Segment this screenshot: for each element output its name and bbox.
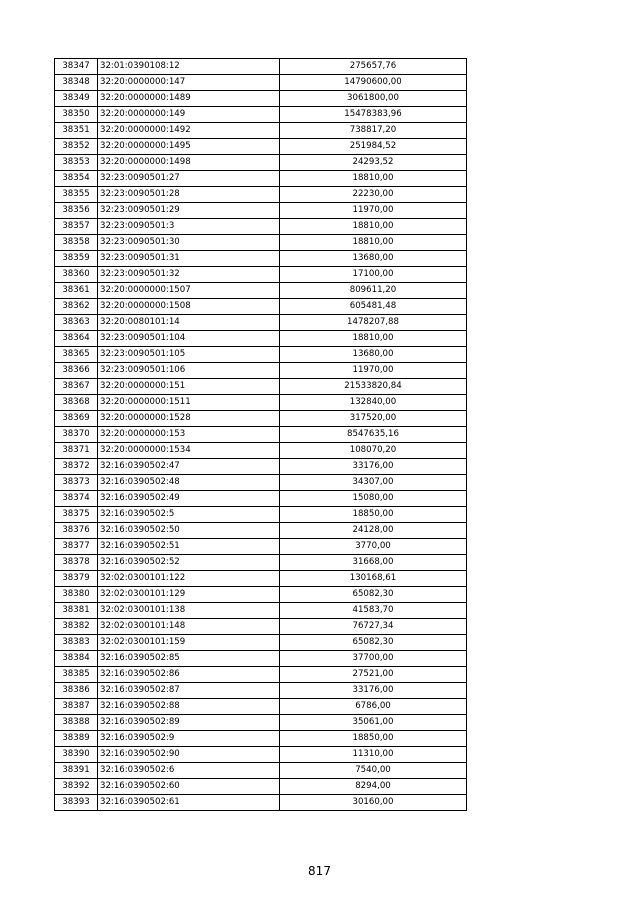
cadastral-number-cell: 32:16:0390502:50 [98,523,280,539]
cadastral-number-cell: 32:20:0000000:1511 [98,395,280,411]
row-number-cell: 38372 [55,459,98,475]
table-row [55,203,467,219]
table-row [55,475,467,491]
table-row [55,267,467,283]
cadastral-number-cell: 32:20:0000000:1489 [98,91,280,107]
cadastral-number-cell: 32:16:0390502:60 [98,779,280,795]
value-cell: 11310,00 [280,747,467,763]
value-cell: 30160,00 [280,795,467,811]
table-row [55,443,467,459]
table-body [55,59,467,811]
table-row [55,731,467,747]
table-row [55,395,467,411]
table-row [55,651,467,667]
table-row [55,363,467,379]
table-row [55,59,467,75]
cadastral-number-cell: 32:16:0390502:85 [98,651,280,667]
value-cell: 65082,30 [280,587,467,603]
cadastral-number-cell: 32:23:0090501:29 [98,203,280,219]
cadastral-number-cell: 32:20:0000000:1492 [98,123,280,139]
table-row [55,427,467,443]
table-row [55,763,467,779]
table-row [55,139,467,155]
row-number-cell: 38377 [55,539,98,555]
row-number-cell: 38355 [55,187,98,203]
cadastral-number-cell: 32:20:0080101:14 [98,315,280,331]
cadastral-number-cell: 32:16:0390502:49 [98,491,280,507]
table-row [55,779,467,795]
cadastral-number-cell: 32:01:0390108:12 [98,59,280,75]
value-cell: 1478207,88 [280,315,467,331]
table-row [55,459,467,475]
row-number-cell: 38354 [55,171,98,187]
value-cell: 275657,76 [280,59,467,75]
cadastral-number-cell: 32:02:0300101:159 [98,635,280,651]
value-cell: 18810,00 [280,171,467,187]
cadastral-number-cell: 32:16:0390502:88 [98,699,280,715]
table-row [55,347,467,363]
value-cell: 108070,20 [280,443,467,459]
page-number: 817 [308,864,331,878]
value-cell: 18850,00 [280,731,467,747]
row-number-cell: 38393 [55,795,98,811]
row-number-cell: 38384 [55,651,98,667]
row-number-cell: 38379 [55,571,98,587]
cadastral-number-cell: 32:20:0000000:1498 [98,155,280,171]
value-cell: 6786,00 [280,699,467,715]
value-cell: 132840,00 [280,395,467,411]
row-number-cell: 38368 [55,395,98,411]
value-cell: 17100,00 [280,267,467,283]
value-cell: 14790600,00 [280,75,467,91]
table-row [55,683,467,699]
cadastral-number-cell: 32:16:0390502:51 [98,539,280,555]
cadastral-number-cell: 32:20:0000000:1507 [98,283,280,299]
value-cell: 35061,00 [280,715,467,731]
cadastral-number-cell: 32:16:0390502:90 [98,747,280,763]
value-cell: 8547635,16 [280,427,467,443]
cadastral-number-cell: 32:23:0090501:31 [98,251,280,267]
cadastral-number-cell: 32:20:0000000:1528 [98,411,280,427]
row-number-cell: 38390 [55,747,98,763]
row-number-cell: 38391 [55,763,98,779]
cadastral-number-cell: 32:02:0300101:122 [98,571,280,587]
table-row [55,219,467,235]
value-cell: 605481,48 [280,299,467,315]
row-number-cell: 38357 [55,219,98,235]
table-row [55,795,467,811]
table-row [55,635,467,651]
row-number-cell: 38374 [55,491,98,507]
cadastral-number-cell: 32:20:0000000:1534 [98,443,280,459]
table-row [55,587,467,603]
row-number-cell: 38381 [55,603,98,619]
row-number-cell: 38366 [55,363,98,379]
row-number-cell: 38386 [55,683,98,699]
row-number-cell: 38352 [55,139,98,155]
table-row [55,315,467,331]
row-number-cell: 38388 [55,715,98,731]
cadastral-number-cell: 32:16:0390502:48 [98,475,280,491]
cadastral-number-cell: 32:23:0090501:3 [98,219,280,235]
value-cell: 13680,00 [280,347,467,363]
cadastral-number-cell: 32:20:0000000:149 [98,107,280,123]
row-number-cell: 38356 [55,203,98,219]
value-cell: 8294,00 [280,779,467,795]
row-number-cell: 38378 [55,555,98,571]
row-number-cell: 38348 [55,75,98,91]
cadastral-number-cell: 32:02:0300101:138 [98,603,280,619]
value-cell: 251984,52 [280,139,467,155]
cadastral-number-cell: 32:20:0000000:153 [98,427,280,443]
table-row [55,283,467,299]
table-row [55,491,467,507]
value-cell: 317520,00 [280,411,467,427]
value-cell: 13680,00 [280,251,467,267]
row-number-cell: 38359 [55,251,98,267]
cadastral-number-cell: 32:23:0090501:27 [98,171,280,187]
table-row [55,187,467,203]
value-cell: 41583,70 [280,603,467,619]
value-cell: 18810,00 [280,219,467,235]
cadastral-number-cell: 32:23:0090501:106 [98,363,280,379]
data-table [54,58,467,811]
cadastral-number-cell: 32:16:0390502:47 [98,459,280,475]
value-cell: 21533820,84 [280,379,467,395]
row-number-cell: 38373 [55,475,98,491]
value-cell: 11970,00 [280,363,467,379]
table-row [55,171,467,187]
table-row [55,411,467,427]
cadastral-number-cell: 32:16:0390502:86 [98,667,280,683]
value-cell: 76727,34 [280,619,467,635]
cadastral-number-cell: 32:16:0390502:6 [98,763,280,779]
row-number-cell: 38358 [55,235,98,251]
cadastral-number-cell: 32:23:0090501:105 [98,347,280,363]
value-cell: 27521,00 [280,667,467,683]
cadastral-number-cell: 32:20:0000000:1495 [98,139,280,155]
table-row [55,539,467,555]
value-cell: 18810,00 [280,331,467,347]
cadastral-number-cell: 32:16:0390502:52 [98,555,280,571]
cadastral-number-cell: 32:20:0000000:147 [98,75,280,91]
row-number-cell: 38350 [55,107,98,123]
table-row [55,555,467,571]
value-cell: 37700,00 [280,651,467,667]
table-row [55,91,467,107]
value-cell: 34307,00 [280,475,467,491]
cadastral-number-cell: 32:02:0300101:148 [98,619,280,635]
cadastral-number-cell: 32:02:0300101:129 [98,587,280,603]
table-row [55,747,467,763]
value-cell: 15478383,96 [280,107,467,123]
cadastral-number-cell: 32:20:0000000:1508 [98,299,280,315]
value-cell: 15080,00 [280,491,467,507]
table-row [55,523,467,539]
row-number-cell: 38361 [55,283,98,299]
value-cell: 7540,00 [280,763,467,779]
table-row [55,603,467,619]
value-cell: 738817,20 [280,123,467,139]
row-number-cell: 38351 [55,123,98,139]
cadastral-number-cell: 32:16:0390502:9 [98,731,280,747]
cadastral-number-cell: 32:16:0390502:5 [98,507,280,523]
value-cell: 24293,52 [280,155,467,171]
cadastral-number-cell: 32:20:0000000:151 [98,379,280,395]
cadastral-number-cell: 32:16:0390502:87 [98,683,280,699]
cadastral-number-cell: 32:16:0390502:89 [98,715,280,731]
row-number-cell: 38353 [55,155,98,171]
row-number-cell: 38370 [55,427,98,443]
row-number-cell: 38347 [55,59,98,75]
cadastral-number-cell: 32:23:0090501:30 [98,235,280,251]
table-row [55,667,467,683]
row-number-cell: 38380 [55,587,98,603]
row-number-cell: 38387 [55,699,98,715]
row-number-cell: 38385 [55,667,98,683]
table-row [55,75,467,91]
row-number-cell: 38389 [55,731,98,747]
value-cell: 3770,00 [280,539,467,555]
row-number-cell: 38364 [55,331,98,347]
table-row [55,715,467,731]
value-cell: 18850,00 [280,507,467,523]
table-row [55,571,467,587]
row-number-cell: 38365 [55,347,98,363]
row-number-cell: 38363 [55,315,98,331]
row-number-cell: 38367 [55,379,98,395]
cadastral-number-cell: 32:23:0090501:104 [98,331,280,347]
table-row [55,619,467,635]
cadastral-number-cell: 32:23:0090501:32 [98,267,280,283]
row-number-cell: 38360 [55,267,98,283]
value-cell: 130168,61 [280,571,467,587]
table-row [55,155,467,171]
row-number-cell: 38369 [55,411,98,427]
table-row [55,235,467,251]
row-number-cell: 38392 [55,779,98,795]
value-cell: 18810,00 [280,235,467,251]
table-row [55,107,467,123]
row-number-cell: 38349 [55,91,98,107]
value-cell: 11970,00 [280,203,467,219]
cadastral-number-cell: 32:23:0090501:28 [98,187,280,203]
value-cell: 65082,30 [280,635,467,651]
table-row [55,299,467,315]
value-cell: 31668,00 [280,555,467,571]
value-cell: 809611,20 [280,283,467,299]
data-table-container [54,58,466,811]
table-row [55,251,467,267]
value-cell: 33176,00 [280,459,467,475]
value-cell: 33176,00 [280,683,467,699]
table-row [55,699,467,715]
value-cell: 24128,00 [280,523,467,539]
row-number-cell: 38383 [55,635,98,651]
table-row [55,379,467,395]
value-cell: 3061800,00 [280,91,467,107]
row-number-cell: 38362 [55,299,98,315]
cadastral-number-cell: 32:16:0390502:61 [98,795,280,811]
row-number-cell: 38371 [55,443,98,459]
value-cell: 22230,00 [280,187,467,203]
table-row [55,331,467,347]
row-number-cell: 38375 [55,507,98,523]
table-row [55,507,467,523]
row-number-cell: 38382 [55,619,98,635]
row-number-cell: 38376 [55,523,98,539]
table-row [55,123,467,139]
